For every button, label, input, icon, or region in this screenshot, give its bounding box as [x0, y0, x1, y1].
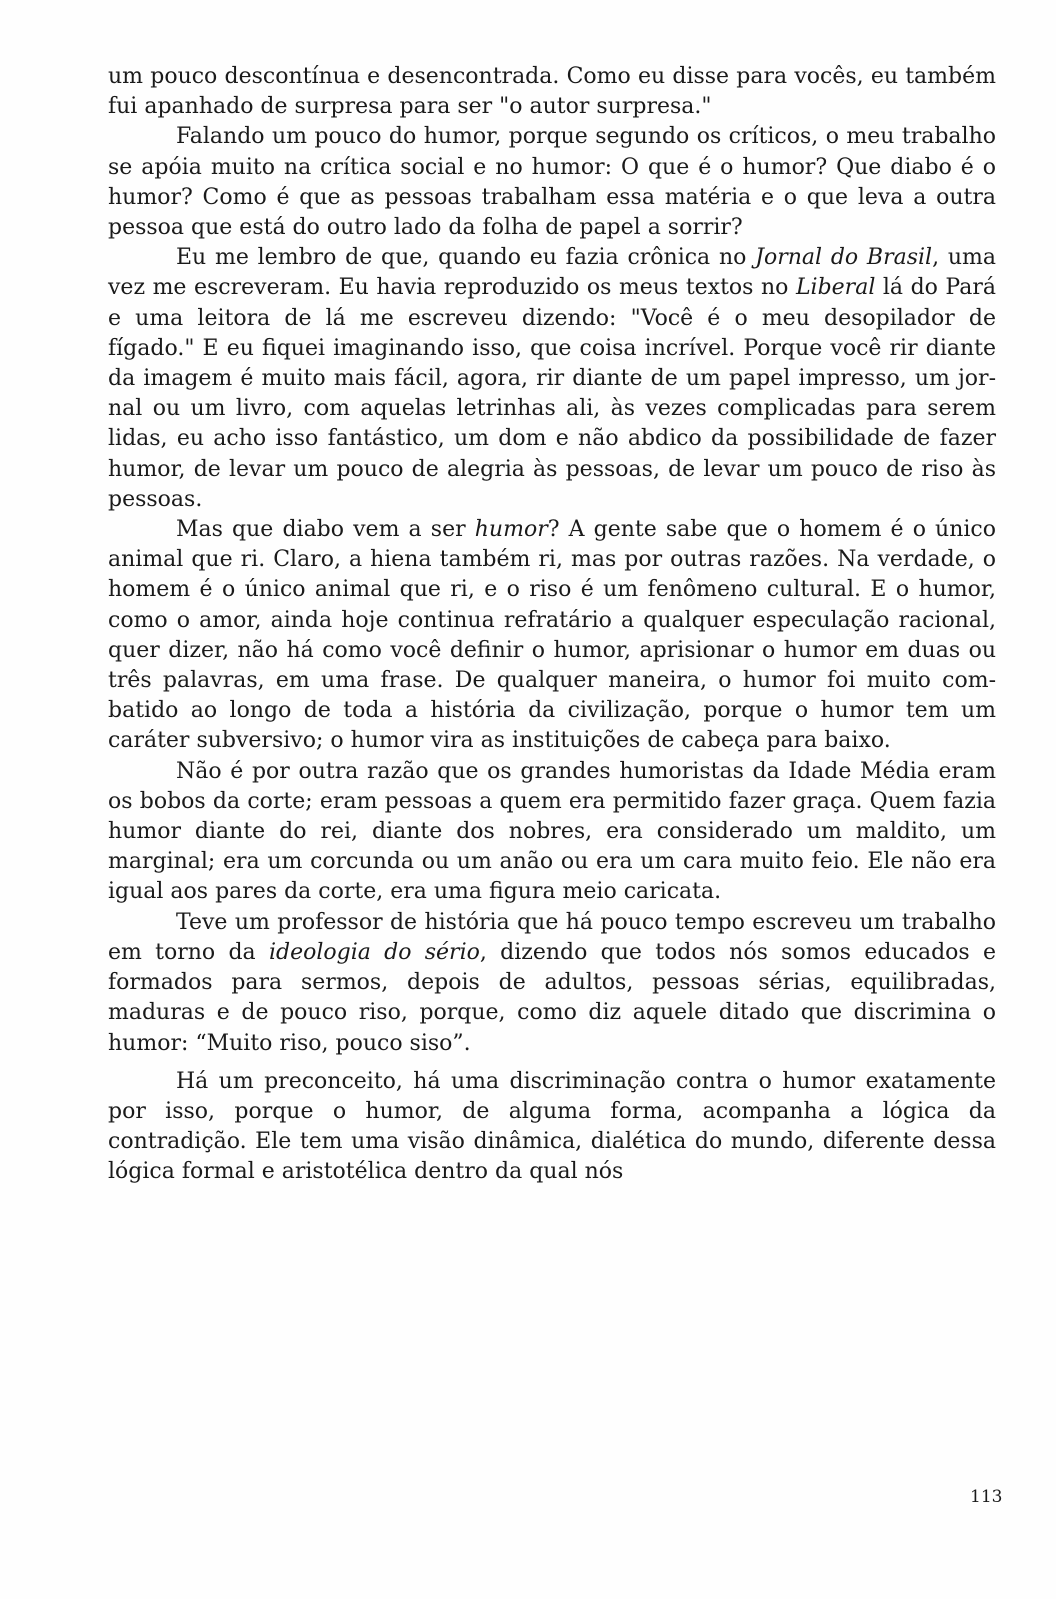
- paragraph: [108, 1067, 996, 1188]
- paragraph: [108, 908, 996, 1059]
- paragraph: [108, 757, 996, 908]
- text-run: Há um preconceito, há uma discriminação contra o humor exatamente por isso, porque o humor, de alguma forma, acompanha a lógica da contradição. Ele tem uma visão dinâmica, dialética do mundo, diferente dessa lógica formal e aristotélica dentro da qual nós: [108, 1068, 996, 1185]
- paragraph: [108, 62, 996, 122]
- paragraph: [108, 515, 996, 757]
- italic-title: Liberal: [795, 275, 876, 301]
- italic-term: humor: [474, 517, 548, 543]
- text-run: um pouco descontínua e desencontrada. Como eu disse para vocês, eu também fui apanhado de surpresa para ser "o autor surpresa.": [108, 64, 996, 120]
- italic-title: Jornal do Brasil: [755, 245, 933, 271]
- page-body: [108, 62, 996, 1188]
- text-run: Teve um professor de história que há pouco tempo escreveu um trabalho em torno da: [108, 909, 996, 965]
- text-run: , uma vez me escreveram. Eu havia reproduzido os meus textos no: [108, 245, 996, 301]
- text-run: Não é por outra razão que os grandes humoristas da Idade Média eram os bobos da corte; eram pessoas a quem era permitido fazer graça. Quem fazia humor diante do rei, diante dos nobres, era considerado um maldito, um marginal; era um corcunda ou um anão ou era um cara muito feio. Ele não era igual aos pares da corte, era uma figura meio caricata.: [108, 758, 996, 905]
- text-run: lá do Pará e uma leitora de lá me escreveu dizendo: "Você é o meu desopilador de fígado." E eu fiquei imaginando isso, que coisa incrível. Porque você rir diante da imagem é muito mais fácil, agora, rir diante de um papel impresso, um jornal ou um livro, com aquelas letrinhas ali, às vezes complicadas para serem lidas, eu acho isso fantástico, um dom e não abdico da possibilidade de fazer humor, de levar um pouco de alegria às pessoas, de levar um pouco de riso às pessoas.: [108, 275, 996, 512]
- italic-term: ideologia do sério: [268, 939, 480, 965]
- text-run: Mas que diabo vem a ser: [176, 517, 475, 543]
- text-run: ? A gente sabe que o homem é o único animal que ri. Claro, a hiena também ri, mas por outras razões. Na verdade, o homem é o único animal que ri, e o riso é um fenômeno cultural. E o humor, como o amor, ainda hoje continua refratário a qualquer especulação racional, quer dizer, não há como você definir o humor, aprisionar o humor em duas ou três palavras, em uma frase. De qualquer maneira, o humor foi muito combatido ao longo de toda a história da civilização, porque o humor tem um caráter subversivo; o humor vira as instituições de cabeça para baixo.: [108, 517, 997, 754]
- page-number: 113: [970, 1487, 1003, 1507]
- paragraph: [108, 122, 996, 243]
- text-run: Falando um pouco do humor, porque segundo os críticos, o meu trabalho se apóia muito na crítica social e no humor: O que é o humor? Que diabo é o humor? Como é que as pessoas trabalham essa matéria e o que leva a outra pessoa que está do outro lado da folha de papel a sorrir?: [108, 124, 996, 241]
- text-run: , dizendo que todos nós somos educados e formados para sermos, depois de adultos, pessoas sérias, equilibradas, maduras e de pouco riso, porque, como diz aquele ditado que discrimina o humor: “Muito riso, pouco siso”.: [108, 939, 997, 1056]
- paragraph: [108, 243, 996, 515]
- text-run: Eu me lembro de que, quando eu fazia crônica no: [176, 245, 756, 271]
